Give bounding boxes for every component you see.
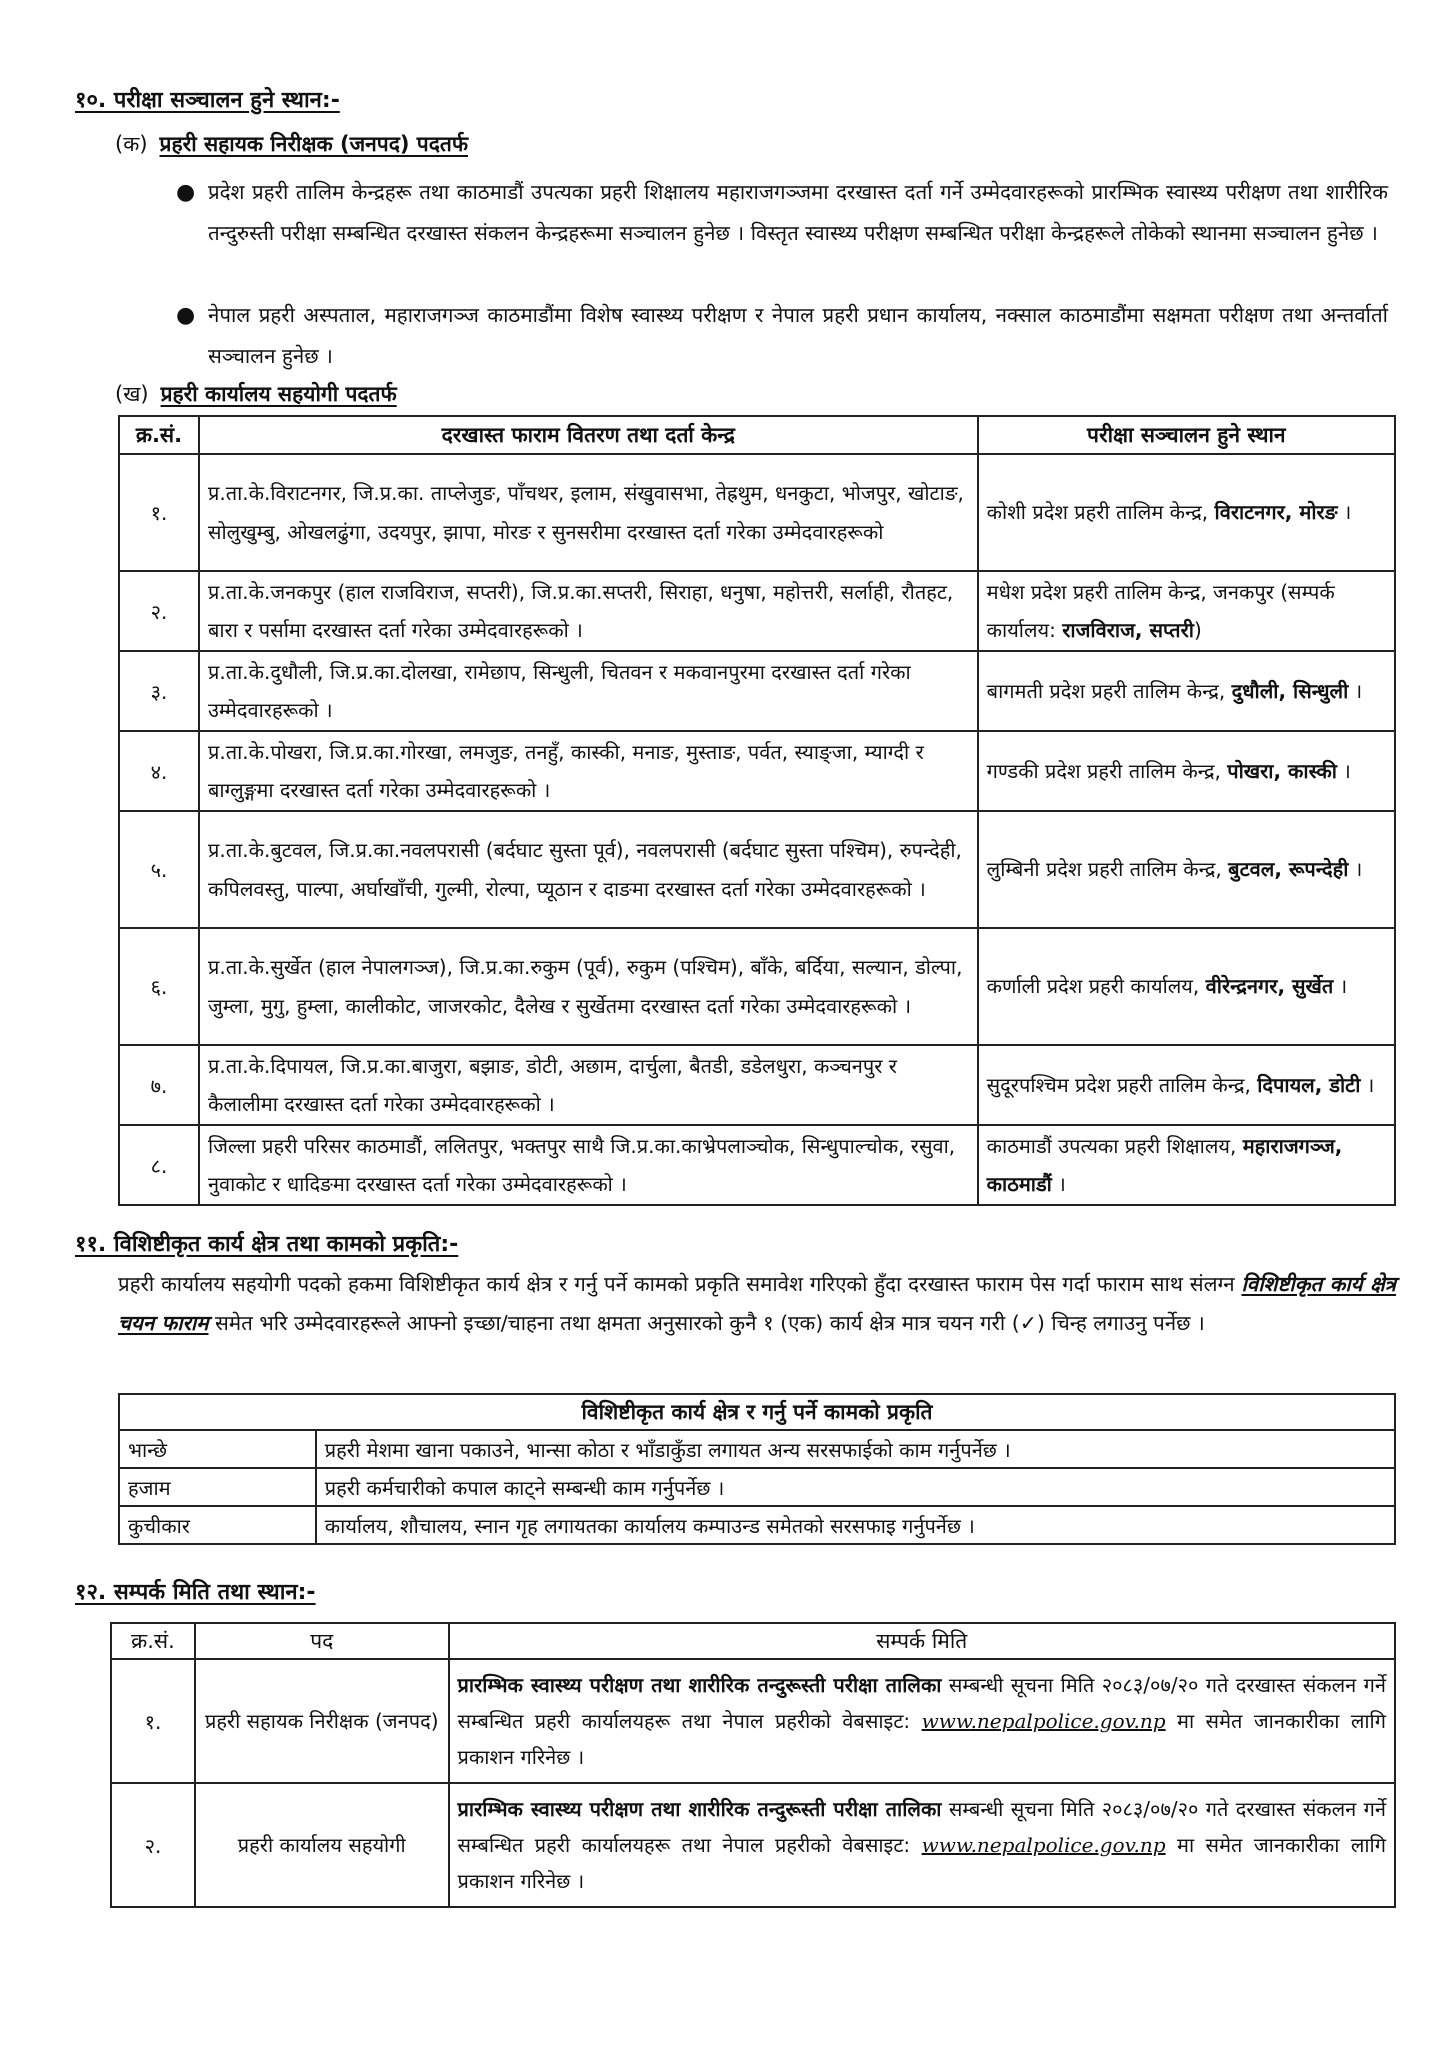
- row-centre: प्र.ता.के.जनकपुर (हाल राजविराज, सप्तरी), जि.प्र.का.सप्तरी, सिराहा, धनुषा, महोत्तरी, सर्लाही, रौतहट, बारा र पर्सामा दरखास्त दर्ता गरेका उम्मेदवारहरूको ।: [199, 571, 978, 651]
- row-centre: प्र.ता.के.विराटनगर, जि.प्र.का. ताप्लेजुङ, पाँचथर, इलाम, संखुवासभा, तेह्रथुम, धनकुटा, भोजपुर, खोटाङ, सोलुखुम्बु, ओखलढुंगा, उदयपुर, झापा, मोरङ र सुनसरीमा दरखास्त दर्ता गरेका उम्मेदवारहरूको: [199, 454, 978, 571]
- table-row: [119, 1045, 1395, 1125]
- table-row: [119, 651, 1395, 731]
- place-text: गण्डकी प्रदेश प्रहरी तालिम केन्द्र,: [986, 758, 1221, 783]
- schedule-title: प्रारम्भिक स्वास्थ्य परीक्षण तथा शारीरिक तन्दुरूस्ती परीक्षा तालिका: [457, 1673, 942, 1697]
- row-place: [978, 454, 1395, 571]
- place-text: कर्णाली प्रदेश प्रहरी कार्यालय,: [986, 974, 1200, 999]
- place-bold: दिपायल, डोटी: [1257, 1072, 1361, 1097]
- row-place: [978, 811, 1395, 928]
- subsection-a-marker: (क): [115, 132, 148, 156]
- contact-dates-table: [110, 1622, 1396, 1908]
- place-text: लुम्बिनी प्रदेश प्रहरी तालिम केन्द्र,: [986, 857, 1222, 882]
- table-row: [119, 571, 1395, 651]
- header-centre: दरखास्त फाराम वितरण तथा दर्ता केन्द्र: [199, 416, 978, 454]
- table-header-row: [119, 1394, 1395, 1430]
- header-contact-date: सम्पर्क मिति: [449, 1623, 1395, 1659]
- place-end: ।: [1348, 678, 1363, 703]
- website-link[interactable]: www.nepalpolice.gov.np: [921, 1833, 1166, 1857]
- work-area-name: भान्छे: [119, 1430, 316, 1468]
- exam-centres-table: [118, 415, 1396, 1206]
- subsection-b-marker: (ख): [115, 382, 149, 406]
- place-end: ): [1193, 618, 1202, 642]
- section-12-title: १२. सम्पर्क मिति तथा स्थान:-: [75, 1580, 316, 1605]
- schedule-end: मा समेत जानकारीका लागि प्रकाशन गरिनेछ ।: [457, 1709, 1386, 1769]
- table-row: [119, 1468, 1395, 1506]
- place-end: ।: [1051, 1172, 1066, 1196]
- work-area-desc: कार्यालय, शौचालय, स्नान गृह लगायतका कार्यालय कम्पाउन्ड समेतको सरसफाइ गर्नुपर्नेछ ।: [316, 1506, 1395, 1544]
- schedule-end: मा समेत जानकारीका लागि प्रकाशन गरिनेछ ।: [457, 1833, 1386, 1893]
- table-header-row: [119, 416, 1395, 454]
- place-bold: राजविराज, सप्तरी: [1062, 618, 1194, 642]
- table-row: [119, 1430, 1395, 1468]
- subsection-b-heading: [115, 380, 397, 408]
- website-link[interactable]: www.nepalpolice.gov.np: [921, 1709, 1166, 1733]
- row-place: [978, 1045, 1395, 1125]
- work-area-desc: प्रहरी मेशमा खाना पकाउने, भान्सा कोठा र भाँडाकुँडा लगायत अन्य सरसफाईको काम गर्नुपर्नेछ ।: [316, 1430, 1395, 1468]
- para-text-before: प्रहरी कार्यालय सहयोगी पदको हकमा विशिष्टीकृत कार्य क्षेत्र र गर्नु पर्ने कामको प्रकृति समावेश गरिएको हुँदा दरखास्त फाराम पेस गर्दा फाराम साथ संलग्न: [118, 1272, 1235, 1296]
- schedule-text: सम्बन्धी सूचना मिति २०८३/०७/२० गते दरखास्त संकलन गर्ने सम्बन्धित प्रहरी कार्यालयहरू तथा नेपाल प्रहरीको वेबसाइट:: [457, 1673, 1386, 1733]
- table-header-row: [111, 1623, 1395, 1659]
- row-centre: प्र.ता.के.बुटवल, जि.प्र.का.नवलपरासी (बर्दघाट सुस्ता पूर्व), नवलपरासी (बर्दघाट सुस्ता पश्चिम), रुपन्देही, कपिलवस्तु, पाल्पा, अर्घाखाँची, गुल्मी, रोल्पा, प्यूठान र दाङमा दरखास्त दर्ता गरेका उम्मेदवारहरूको ।: [199, 811, 978, 928]
- subsection-a-title: प्रहरी सहायक निरीक्षक (जनपद) पदतर्फ: [159, 132, 469, 156]
- para-text-after: समेत भरि उम्मेदवारहरूले आफ्नो इच्छा/चाहना तथा क्षमता अनुसारको कुनै १ (एक) कार्य क्षेत्र मात्र चयन गरी (✓) चिन्ह लगाउनु पर्नेछ ।: [215, 1311, 1205, 1335]
- row-contact-info: [449, 1783, 1395, 1907]
- place-bold: पोखरा, कास्की: [1227, 758, 1337, 783]
- row-centre: प्र.ता.के.पोखरा, जि.प्र.का.गोरखा, लमजुङ, तनहुँ, कास्की, मनाङ, मुस्ताङ, पर्वत, स्याङ्जा, म्याग्दी र बाग्लुङ्गमा दरखास्त दर्ता गरेका उम्मेदवारहरूको ।: [199, 731, 978, 811]
- header-post: पद: [195, 1623, 449, 1659]
- place-text: काठमाडौं उपत्यका प्रहरी शिक्षालय,: [986, 1133, 1237, 1158]
- row-serial: ४.: [119, 731, 199, 811]
- subsection-b-title: प्रहरी कार्यालय सहयोगी पदतर्फ: [160, 382, 397, 406]
- row-serial: २.: [119, 571, 199, 651]
- row-centre: प्र.ता.के.दुधौली, जि.प्र.का.दोलखा, रामेछाप, सिन्धुली, चितवन र मकवानपुरमा दरखास्त दर्ता गरेका उम्मेदवारहरूको ।: [199, 651, 978, 731]
- place-end: ।: [1336, 758, 1351, 783]
- header-place: परीक्षा सञ्चालन हुने स्थान: [978, 416, 1395, 454]
- header-serial: क्र.सं.: [119, 416, 199, 454]
- section-11-paragraph: [118, 1265, 1396, 1343]
- row-serial: ३.: [119, 651, 199, 731]
- subsection-a-heading: [115, 130, 468, 158]
- bullet-icon: ●: [176, 303, 196, 328]
- row-post: प्रहरी सहायक निरीक्षक (जनपद): [195, 1659, 449, 1783]
- row-place: [978, 571, 1395, 651]
- place-text: मधेश प्रदेश प्रहरी तालिम केन्द्र, जनकपुर (सम्पर्क कार्यालय:: [986, 579, 1335, 642]
- row-place: [978, 651, 1395, 731]
- place-bold: दुधौली, सिन्धुली: [1231, 678, 1349, 703]
- row-serial: १.: [111, 1659, 195, 1783]
- table-row: [119, 811, 1395, 928]
- place-text: कोशी प्रदेश प्रहरी तालिम केन्द्र,: [986, 500, 1209, 525]
- bullet-item: [176, 172, 1388, 254]
- table-row: [111, 1783, 1395, 1907]
- section-11-title: ११. विशिष्टीकृत कार्य क्षेत्र तथा कामको प्रकृति:-: [75, 1232, 459, 1257]
- row-post: प्रहरी कार्यालय सहयोगी: [195, 1783, 449, 1907]
- schedule-title: प्रारम्भिक स्वास्थ्य परीक्षण तथा शारीरिक तन्दुरूस्ती परीक्षा तालिका: [457, 1797, 942, 1821]
- table-row: [111, 1659, 1395, 1783]
- place-bold: विराटनगर, मोरङ: [1214, 500, 1338, 525]
- place-end: ।: [1337, 500, 1352, 525]
- table-row: [119, 454, 1395, 571]
- row-serial: ७.: [119, 1045, 199, 1125]
- row-serial: १.: [119, 454, 199, 571]
- bullet-text: प्रदेश प्रहरी तालिम केन्द्रहरू तथा काठमाडौं उपत्यका प्रहरी शिक्षालय महाराजगञ्जमा दरखास्त दर्ता गर्ने उम्मेदवारहरूको प्रारम्भिक स्वास्थ्य परीक्षण तथा शारीरिक तन्दुरुस्ती परीक्षा सम्बन्धित दरखास्त संकलन केन्द्रहरूमा सञ्चालन हुनेछ । विस्तृत स्वास्थ्य परीक्षण सम्बन्धित परीक्षा केन्द्रहरूले तोकेको स्थानमा सञ्चालन हुनेछ ।: [208, 180, 1388, 245]
- header-serial: क्र.सं.: [111, 1623, 195, 1659]
- row-centre: प्र.ता.के.सुर्खेत (हाल नेपालगञ्ज), जि.प्र.का.रुकुम (पूर्व), रुकुम (पश्चिम), बाँके, बर्दिया, सल्यान, डोल्पा, जुम्ला, मुगु, हुम्ला, कालीकोट, जाजरकोट, दैलेख र सुर्खेतमा दरखास्त दर्ता गरेका उम्मेदवारहरूको ।: [199, 928, 978, 1045]
- table-row: [119, 1125, 1395, 1205]
- schedule-text: सम्बन्धी सूचना मिति २०८३/०७/२० गते दरखास्त संकलन गर्ने सम्बन्धित प्रहरी कार्यालयहरू तथा नेपाल प्रहरीको वेबसाइट:: [457, 1797, 1386, 1857]
- place-bold: बुटवल, रूपन्देही: [1228, 857, 1349, 882]
- row-place: [978, 731, 1395, 811]
- work-area-name: कुचीकार: [119, 1506, 316, 1544]
- bullet-icon: ●: [176, 180, 196, 205]
- place-end: ।: [1360, 1072, 1375, 1097]
- section-10-title: १०. परीक्षा सञ्चालन हुने स्थान:-: [75, 88, 340, 113]
- row-contact-info: [449, 1659, 1395, 1783]
- place-end: ।: [1333, 974, 1348, 999]
- row-serial: ६.: [119, 928, 199, 1045]
- bullet-item: [176, 295, 1388, 377]
- place-bold: वीरेन्द्रनगर, सुर्खेत: [1205, 974, 1334, 999]
- work-areas-header: विशिष्टीकृत कार्य क्षेत्र र गर्नु पर्ने कामको प्रकृति: [119, 1394, 1395, 1430]
- row-serial: ८.: [119, 1125, 199, 1205]
- work-area-desc: प्रहरी कर्मचारीको कपाल काट्ने सम्बन्धी काम गर्नुपर्नेछ ।: [316, 1468, 1395, 1506]
- place-text: सुदूरपश्चिम प्रदेश प्रहरी तालिम केन्द्र,: [986, 1072, 1251, 1097]
- place-text: बागमती प्रदेश प्रहरी तालिम केन्द्र,: [986, 678, 1226, 703]
- row-place: [978, 928, 1395, 1045]
- work-area-name: हजाम: [119, 1468, 316, 1506]
- row-centre: प्र.ता.के.दिपायल, जि.प्र.का.बाजुरा, बझाङ, डोटी, अछाम, दार्चुला, बैतडी, डडेलधुरा, कञ्चनपुर र कैलालीमा दरखास्त दर्ता गरेका उम्मेदवारहरूको ।: [199, 1045, 978, 1125]
- row-centre: जिल्ला प्रहरी परिसर काठमाडौं, ललितपुर, भक्तपुर साथै जि.प्र.का.काभ्रेपलाञ्चोक, सिन्धुपाल्चोक, रसुवा, नुवाकोट र धादिङमा दरखास्त दर्ता गरेका उम्मेदवारहरूको ।: [199, 1125, 978, 1205]
- table-row: [119, 928, 1395, 1045]
- row-serial: २.: [111, 1783, 195, 1907]
- para-emphasis: विशिष्टीकृत कार्य क्षेत्र चयन फाराम: [118, 1272, 1396, 1335]
- place-bold: महाराजगञ्ज, काठमाडौं: [986, 1133, 1343, 1196]
- table-row: [119, 1506, 1395, 1544]
- work-areas-table: [118, 1393, 1396, 1545]
- bullet-text: नेपाल प्रहरी अस्पताल, महाराजगञ्ज काठमाडौंमा विशेष स्वास्थ्य परीक्षण र नेपाल प्रहरी प्रधान कार्यालय, नक्साल काठमाडौंमा सक्षमता परीक्षण तथा अन्तर्वार्ता सञ्चालन हुनेछ ।: [208, 303, 1388, 368]
- row-serial: ५.: [119, 811, 199, 928]
- place-end: ।: [1348, 857, 1363, 882]
- row-place: [978, 1125, 1395, 1205]
- table-row: [119, 731, 1395, 811]
